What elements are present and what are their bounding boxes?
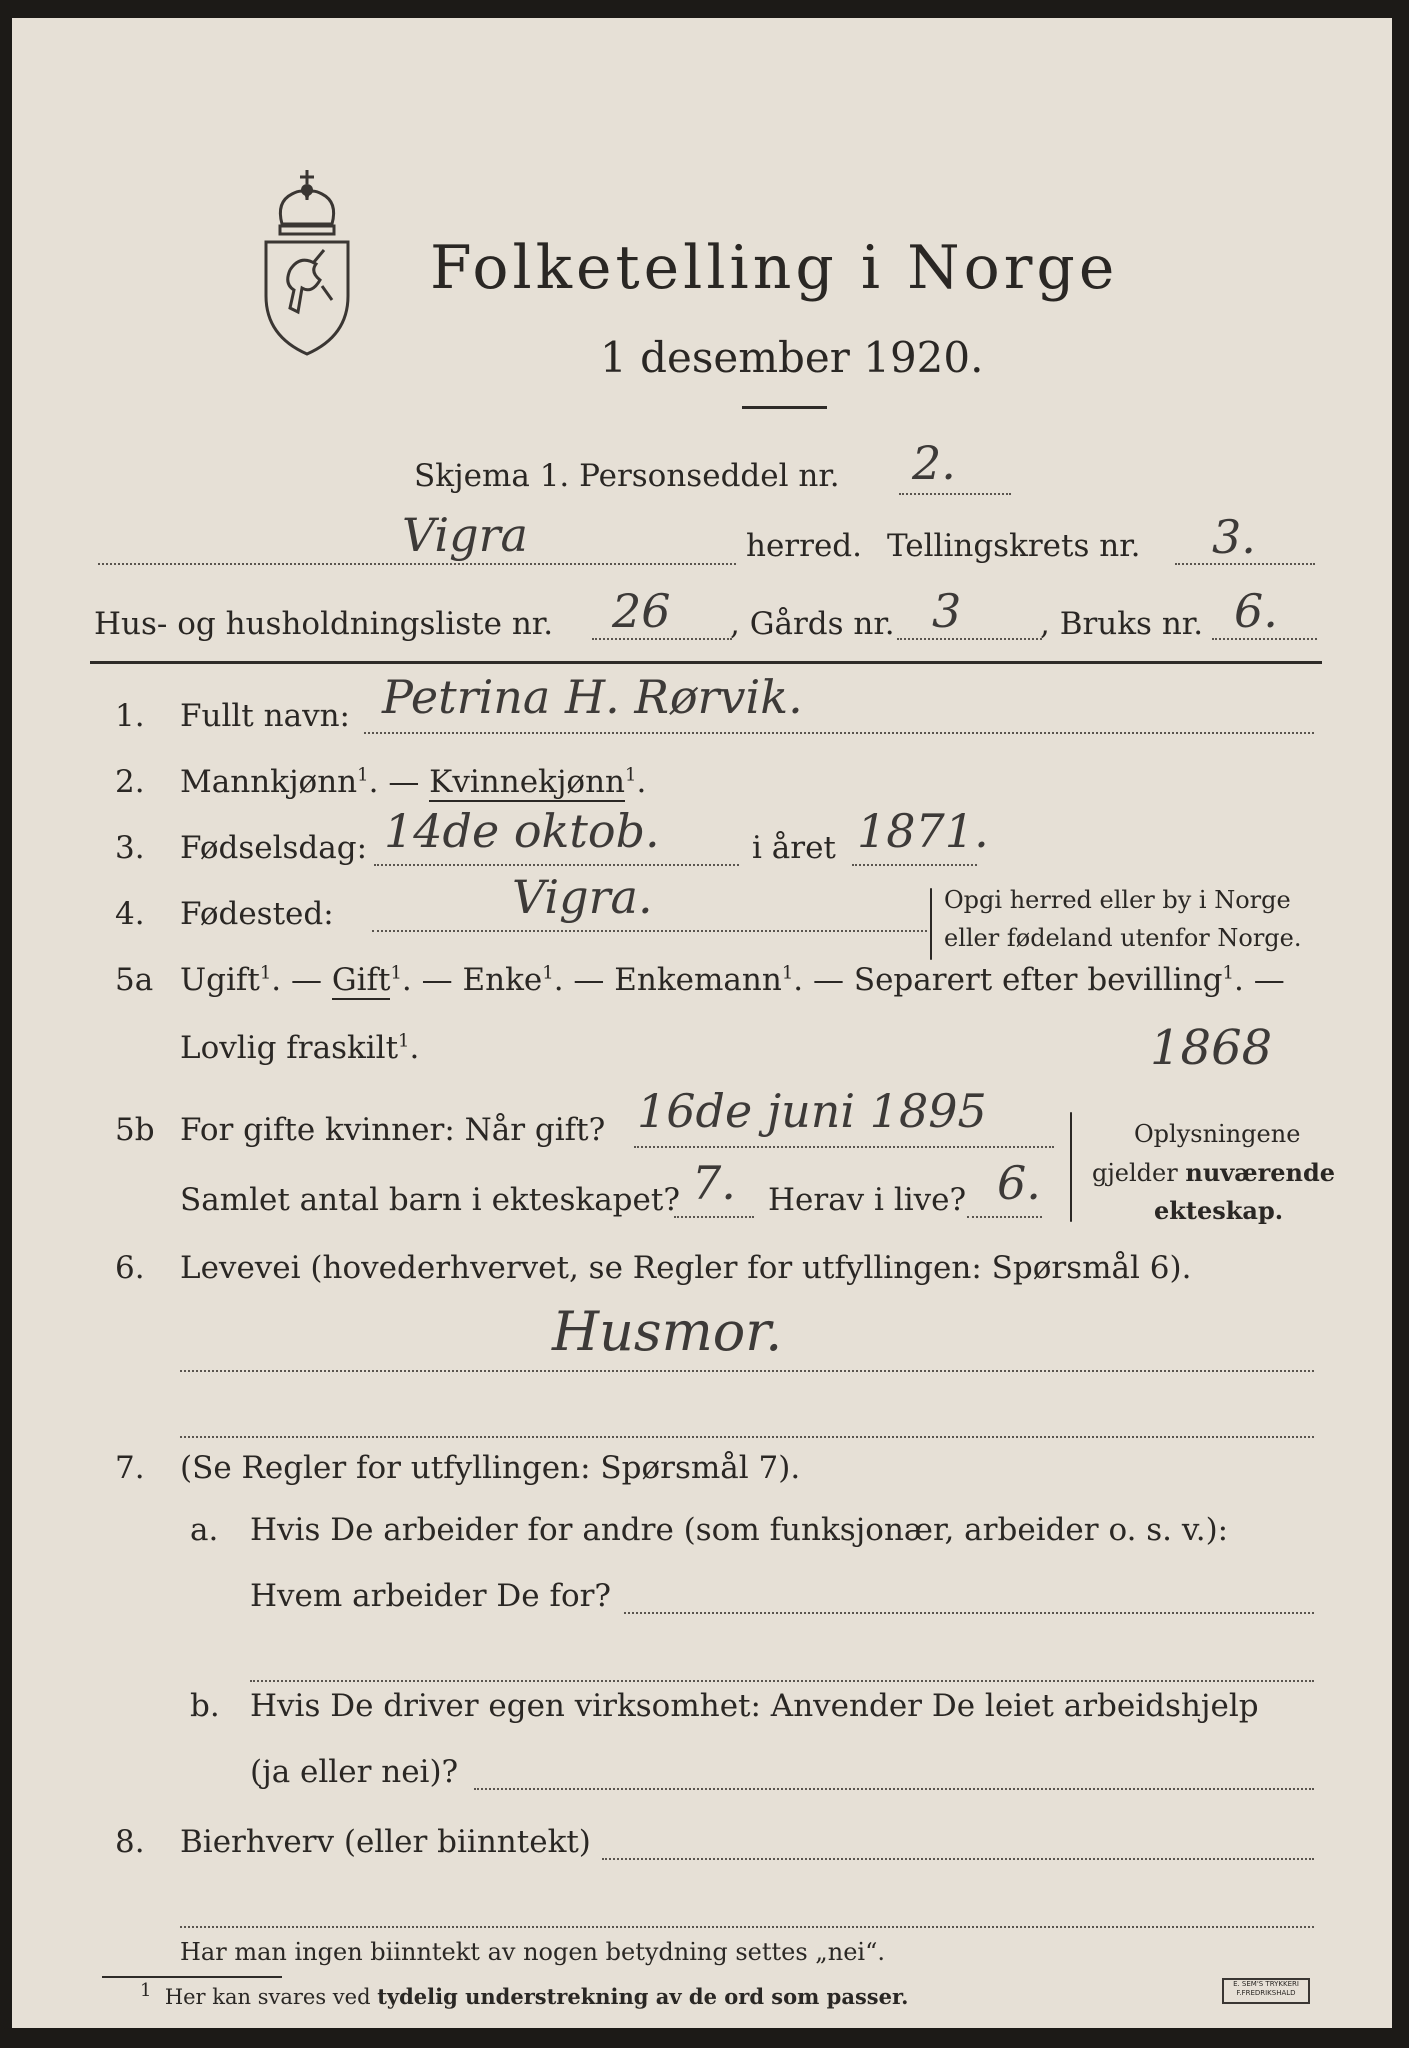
gift-option-selected[interactable]: Gift (331, 962, 391, 998)
footnote-rule (102, 1976, 282, 1978)
q1-line (364, 732, 1314, 734)
q3-line (374, 864, 739, 866)
q6-line-1 (180, 1370, 1314, 1372)
birthplace[interactable]: Vigra. (512, 870, 653, 924)
gards-line (897, 638, 1042, 640)
q5b-note-line3: ekteskap. (1154, 1196, 1284, 1225)
female-option-selected[interactable]: Kvinnekjønn (429, 764, 626, 800)
children-label: Samlet antal barn i ekteskapet? (180, 1182, 680, 1218)
husliste-label: Hus- og husholdningsliste nr. (94, 606, 554, 642)
q4-note-line2: eller fødeland utenfor Norge. (944, 924, 1302, 952)
sex-options: Mannkjønn$^1$. — Kvinnekjønn$^1$. (180, 764, 647, 800)
q7b-line[interactable] (474, 1788, 1314, 1790)
q3-label: Fødselsdag: (180, 830, 368, 866)
fraskilt-option[interactable]: Lovlig fraskilt (180, 1030, 399, 1066)
title-divider (742, 406, 827, 409)
q5b-note-line2: gjelder nuværende (1092, 1158, 1336, 1187)
alive-line (967, 1216, 1042, 1218)
full-name[interactable]: Petrina H. Rørvik. (382, 670, 803, 724)
q4-label: Fødested: (180, 896, 334, 932)
occupation[interactable]: Husmor. (552, 1300, 783, 1363)
header-rule (90, 661, 1322, 664)
q7-label: (Se Regler for utfyllingen: Spørsmål 7). (180, 1450, 801, 1486)
footnote: 1 Her kan svares ved tydelig understrekning av de ord som passer. (140, 1980, 909, 2009)
q6-number: 6. (115, 1250, 145, 1286)
q7b-question: (ja eller nei)? (250, 1754, 459, 1790)
q4-brace (930, 888, 932, 960)
q4-note-line1: Opgi herred eller by i Norge (944, 886, 1291, 914)
q6-label: Levevei (hovederhvervet, se Regler for utfyllingen: Spørsmål 6). (180, 1250, 1192, 1286)
personseddel-nr[interactable]: 2. (912, 436, 956, 490)
bruks-label: , Bruks nr. (1040, 606, 1204, 642)
separert-option[interactable]: Separert efter bevilling (853, 962, 1223, 998)
personseddel-line (899, 493, 1011, 495)
gards-label: , Gårds nr. (730, 606, 895, 642)
q2-number: 2. (115, 764, 145, 800)
q7a-line-2[interactable] (250, 1680, 1314, 1682)
herred-label: herred. (746, 528, 862, 564)
fraskilt-option-wrap: Lovlig fraskilt$^1$. (180, 1030, 420, 1066)
civil-status-options: Ugift$^1$. — Gift$^1$. — Enke$^1$. — Enkemann$^1$. — Separert efter bevilling$^1$. — (180, 962, 1285, 998)
tellingskrets-label: Tellingskrets nr. (887, 528, 1141, 564)
q7a-line-1[interactable] (624, 1612, 1314, 1614)
birth-date[interactable]: 14de oktob. (384, 804, 660, 858)
q8-number: 8. (115, 1824, 145, 1860)
q4-number: 4. (115, 896, 145, 932)
q1-label: Fullt navn: (180, 698, 350, 734)
enkemann-option[interactable]: Enkemann (614, 962, 782, 998)
gards-nr[interactable]: 3 (932, 584, 962, 638)
q5a-number: 5a (115, 962, 154, 998)
children-count[interactable]: 7. (692, 1156, 736, 1210)
q3-number: 3. (115, 830, 145, 866)
year-label: i året (752, 830, 836, 866)
schema-label: Skjema 1. Personseddel nr. (414, 458, 840, 494)
q6-line-2 (180, 1436, 1314, 1438)
q5b-note-line1: Oplysningene (1134, 1120, 1301, 1148)
annotation-1868: 1868 (1150, 1020, 1273, 1076)
q5b-brace (1070, 1112, 1072, 1222)
q8-line-1[interactable] (602, 1858, 1314, 1860)
alive-label: Herav i live? (768, 1182, 967, 1218)
q5b-number: 5b (115, 1112, 155, 1148)
q4-line (372, 930, 927, 932)
q7a-letter: a. (190, 1512, 219, 1548)
alive-count[interactable]: 6. (997, 1156, 1041, 1210)
census-date: 1 desember 1920. (600, 333, 984, 382)
bruks-nr[interactable]: 6. (1234, 584, 1278, 638)
coat-of-arms-icon (252, 166, 362, 356)
census-form (12, 18, 1392, 2028)
ugift-option[interactable]: Ugift (180, 962, 260, 998)
male-option[interactable]: Mannkjønn (180, 764, 358, 800)
q7a-text: Hvis De arbeider for andre (som funksjonær, arbeider o. s. v.): (250, 1512, 1229, 1548)
husliste-nr[interactable]: 26 (612, 584, 671, 638)
tellingskrets-nr[interactable]: 3. (1212, 510, 1256, 564)
husliste-line (592, 638, 732, 640)
birth-year[interactable]: 1871. (857, 804, 989, 858)
q1-number: 1. (115, 698, 145, 734)
married-date[interactable]: 16de juni 1895 (637, 1084, 987, 1138)
q7b-text: Hvis De driver egen virksomhet: Anvender De leiet arbeidshjelp (250, 1688, 1259, 1724)
q7-number: 7. (115, 1450, 145, 1486)
herred-line (98, 563, 736, 565)
married-label: For gifte kvinner: Når gift? (180, 1112, 606, 1148)
children-line (674, 1216, 754, 1218)
q8-line-2[interactable] (180, 1926, 1314, 1928)
q7b-letter: b. (190, 1688, 220, 1724)
printer-stamp: E. SEM'S TRYKKERI F.FREDRIKSHALD (1222, 1978, 1310, 2004)
year-line (852, 864, 977, 866)
herred-value[interactable]: Vigra (402, 508, 528, 562)
married-line (634, 1146, 1054, 1148)
bruks-line (1212, 638, 1317, 640)
form-title: Folketelling i Norge (430, 233, 1119, 303)
q7a-question: Hvem arbeider De for? (250, 1578, 612, 1614)
footer-note: Har man ingen biinntekt av nogen betydning settes „nei“. (180, 1938, 885, 1966)
enke-option[interactable]: Enke (462, 962, 543, 998)
q8-label: Bierhverv (eller biinntekt) (180, 1824, 591, 1860)
